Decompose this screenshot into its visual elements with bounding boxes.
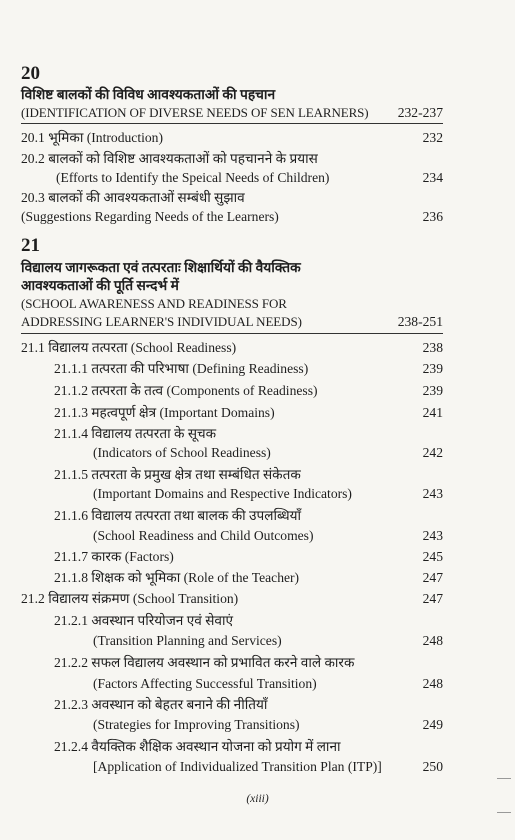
chapter-20-pages: 232-237 [397, 105, 443, 120]
toc-entry-label: 21.2.1 अवस्थान परियोजन एवं सेवाएं [54, 613, 233, 628]
toc-entry-label: 21.1.6 विद्यालय तत्परता तथा बालक की उपलब्धियाँ [54, 508, 301, 523]
chapter-21-title-hindi-2: आवश्यकताओं की पूर्ति सन्दर्भ में [21, 278, 179, 293]
toc-entry-label: 20.2 बालकों को विशिष्ट आवश्यकताओं को पहचानने के प्रयास [21, 151, 318, 166]
toc-entry-label: 21.1.2 तत्परता के तत्व (Components of Readiness) [54, 383, 318, 398]
toc-entry-page: 250 [422, 759, 443, 774]
toc-entry-page: 241 [422, 405, 443, 420]
toc-entry-label: 21.2.3 अवस्थान को बेहतर बनाने की नीतियाँ [54, 697, 268, 712]
toc-entry-page: 243 [422, 486, 443, 501]
toc-entry-page: 248 [422, 633, 443, 648]
chapter-20-title-english: (IDENTIFICATION OF DIVERSE NEEDS OF SEN LEARNERS) [21, 105, 369, 120]
edge-mark [497, 778, 511, 779]
toc-entry-label: 21.1 विद्यालय तत्परता (School Readiness) [21, 340, 237, 355]
toc-entry-page: 236 [422, 209, 443, 224]
toc-entry-label: 21.1.4 विद्यालय तत्परता के सूचक [54, 426, 217, 441]
toc-entry-label-english: (School Readiness and Child Outcomes) [93, 528, 314, 543]
chapter-21-divider [21, 333, 443, 334]
toc-entry-label: 20.1 भूमिका (Introduction) [21, 130, 164, 145]
toc-entry-page: 239 [422, 361, 443, 376]
toc-entry-page: 238 [422, 340, 443, 355]
toc-entry-page: 247 [422, 570, 443, 585]
toc-entry-page: 247 [422, 591, 443, 606]
toc-entry-page: 234 [422, 170, 443, 185]
toc-entry-label-english: (Factors Affecting Successful Transition) [93, 676, 317, 691]
toc-entry-page: 239 [422, 383, 443, 398]
page-folio: (xiii) [246, 793, 269, 805]
toc-entry-label: 21.2.4 वैयक्तिक शैक्षिक अवस्थान योजना को प्रयोग में लाना [54, 739, 341, 754]
toc-entry-page: 232 [422, 130, 443, 145]
toc-entry-page: 243 [422, 528, 443, 543]
chapter-21-title-english-2: ADDRESSING LEARNER'S INDIVIDUAL NEEDS) [21, 314, 302, 329]
toc-entry-label-english: (Efforts to Identify the Speical Needs of Children) [56, 170, 330, 185]
toc-entry-label: 21.1.7 कारक (Factors) [54, 549, 174, 564]
toc-entry-label: 21.2 विद्यालय संक्रमण (School Transition) [21, 591, 239, 606]
toc-entry-page: 248 [422, 676, 443, 691]
toc-entry-label: 21.1.5 तत्परता के प्रमुख क्षेत्र तथा सम्बंधित संकेतक [54, 467, 301, 482]
chapter-20-number: 20 [21, 63, 40, 84]
chapter-21-title-hindi-1: विद्यालय जागरूकता एवं तत्परताः शिक्षार्थियों की वैयक्तिक [21, 260, 301, 275]
toc-entry-label-english: (Indicators of School Readiness) [93, 445, 271, 460]
chapter-21-number: 21 [21, 235, 40, 256]
toc-entry-label-english: (Suggestions Regarding Needs of the Learners) [21, 209, 279, 224]
toc-entry-label: 21.1.1 तत्परता की परिभाषा (Defining Readiness) [54, 361, 309, 376]
toc-entry-label-english: (Important Domains and Respective Indicators) [93, 486, 352, 501]
chapter-20-divider [21, 123, 443, 124]
toc-entry-page: 242 [422, 445, 443, 460]
toc-entry-page: 249 [422, 717, 443, 732]
chapter-20-title-hindi: विशिष्ट बालकों की विविध आवश्यकताओं की पहचान [21, 87, 276, 102]
toc-entry-label: 21.2.2 सफल विद्यालय अवस्थान को प्रभावित करने वाले कारक [54, 655, 355, 670]
toc-entry-label-english: [Application of Individualized Transition Plan (ITP)] [93, 759, 382, 774]
chapter-21-title-english-1: (SCHOOL AWARENESS AND READINESS FOR [21, 296, 287, 311]
toc-entry-label: 21.1.8 शिक्षक को भूमिका (Role of the Teacher) [54, 570, 300, 585]
toc-entry-label-english: (Transition Planning and Services) [93, 633, 282, 648]
toc-entry-page: 245 [422, 549, 443, 564]
chapter-21-pages: 238-251 [397, 314, 443, 329]
toc-entry-label-english: (Strategies for Improving Transitions) [93, 717, 300, 732]
toc-entry-label: 21.1.3 महत्वपूर्ण क्षेत्र (Important Domains) [54, 405, 275, 420]
edge-mark [497, 812, 511, 813]
toc-entry-label: 20.3 बालकों की आवश्यकताओं सम्बंधी सुझाव [21, 190, 245, 205]
